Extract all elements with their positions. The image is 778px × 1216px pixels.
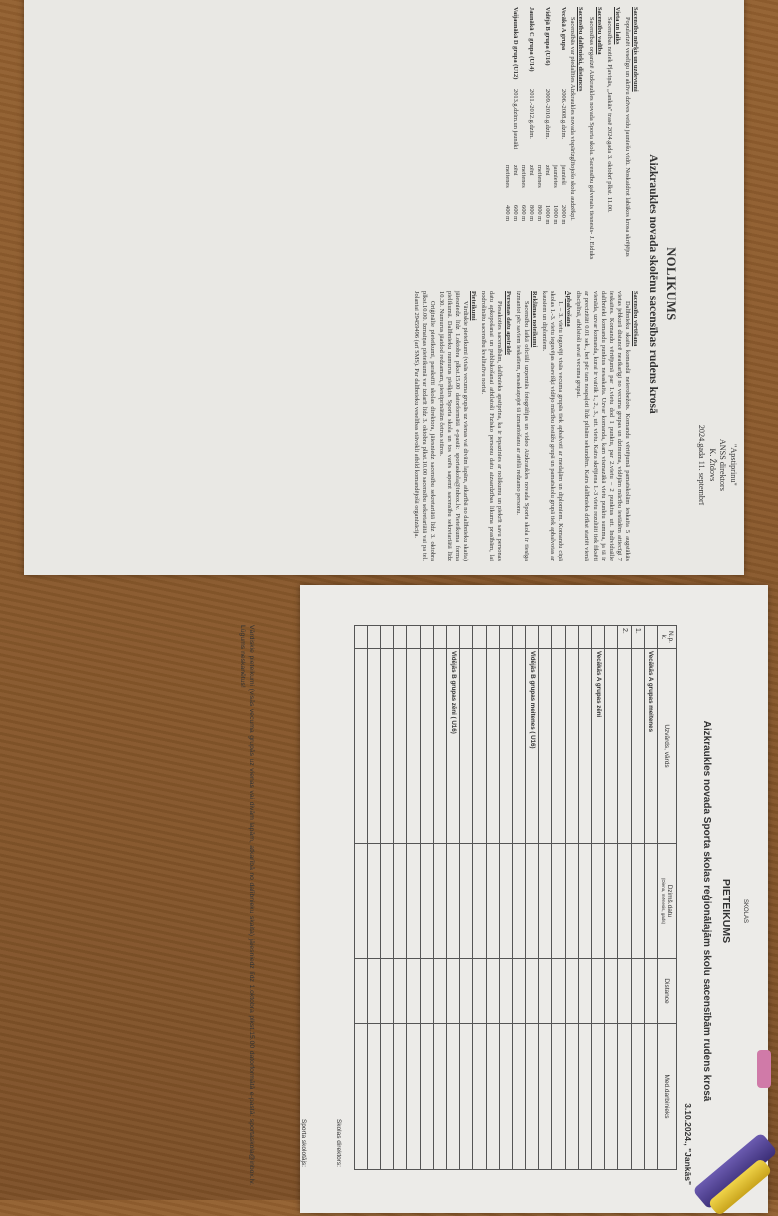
column-left [410, 7, 641, 277]
cell-nr [552, 626, 565, 649]
cell-nr [565, 626, 578, 649]
cell-empty [552, 649, 565, 844]
cell-empty [592, 959, 605, 1024]
cell-empty [605, 1024, 618, 1170]
group-gender: zēni [511, 165, 519, 176]
director-label: Skolas direktors: [334, 1118, 342, 1167]
cell-empty [605, 844, 618, 959]
cell-empty [512, 649, 525, 844]
cell-empty [420, 844, 433, 959]
cell-empty [407, 959, 420, 1024]
group-label: Vidējās B grupas meitenes ( U16) [526, 649, 539, 844]
approval-block [696, 425, 738, 505]
cell-nr [486, 626, 499, 649]
cell-empty [486, 844, 499, 959]
group-gender: meitenes [535, 165, 543, 188]
group-distance: 600 m [511, 205, 519, 222]
approval-name: K. Žīdovs [708, 448, 717, 482]
table-row [512, 626, 525, 1170]
group-distance: 1000 m [552, 205, 560, 225]
table-row [473, 626, 486, 1170]
cell-empty [367, 649, 380, 844]
group-gender: jaunietes [552, 165, 560, 188]
cell-empty [447, 844, 460, 959]
form-date: 3.10.2024., "Jankās" [683, 1103, 693, 1185]
cell-empty [526, 959, 539, 1024]
cell-nr [473, 626, 486, 649]
cell-empty [354, 1024, 367, 1170]
form-title: PIETEIKUMS [720, 878, 732, 944]
group-subrow [519, 7, 527, 277]
cell-empty [381, 959, 394, 1024]
cell-empty [631, 649, 644, 844]
cell-empty [460, 959, 473, 1024]
cell-empty [618, 1024, 631, 1170]
group-gender: zēni [527, 165, 535, 176]
cell-empty [433, 649, 446, 844]
cell-empty [578, 844, 591, 959]
table-header-row [658, 626, 677, 1170]
col-dob-hint: (Diena, mēnesis, gads) [661, 877, 666, 925]
cell-empty [420, 649, 433, 844]
teacher-label: Sporta skolotājs: [299, 1118, 307, 1167]
signature-column [300, 1119, 342, 1167]
place-text: Sacensības notiek Pļaviņās, „Jankās" trasē 2024.gada 3. oktobrī plkst. 11.00. [605, 17, 613, 213]
signature-row [300, 625, 342, 1167]
cell-nr [433, 626, 446, 649]
cell-empty [433, 844, 446, 959]
cell-empty [578, 649, 591, 844]
cell-nr [539, 626, 552, 649]
group-distance: 400 m [503, 205, 511, 222]
cell-empty [512, 959, 525, 1024]
cell-empty [473, 1024, 486, 1170]
document-subtitle: Aizkraukles novada skolēnu sacensības rudens krosā [647, 154, 659, 414]
cell-empty [473, 844, 486, 959]
school-label: SKOLAS [742, 898, 748, 923]
cell-nr [526, 626, 539, 649]
col-nr: N.p. k. [658, 626, 677, 649]
cell-empty [618, 649, 631, 844]
cell-empty [394, 844, 407, 959]
cell-empty [565, 959, 578, 1024]
table-row [367, 626, 380, 1170]
table-row [539, 626, 552, 1170]
cell-nr [381, 626, 394, 649]
groups-list [503, 7, 568, 277]
group-name: Vecākā A grupa [560, 7, 568, 51]
group-gender: zēni [544, 165, 552, 176]
results-text: Dalībnieku skaits komandā neierobežots. Komandu vērtējumā pamatskolām ieskaita 5 augstākās vietas jebkurā distancē neatkarīgi no vecuma grupas un dzimuma, vidējām mācību iestādēm attiecīgi 7 ieskaites. Komandu vērtējumā par 1.vietu dod 1 punktu, par 2.vietu – 2 punktus utt. Individuālie dalībnieki komandu punktus nesaskaita. Uzvar komanda, kam vismazākā vietu punktu summa, ja tā ir vienāda, uzvar komanda, kurai ir vairāk 1., 2., 3., utt. vietu. Katra skrējiena 1.-3 vietu rezultāti tiek fiksēti ar precizitāti 0.01 sek., bet pēc tam noapaļoti līdz pilnām sekundēm. Katrs dalībnieks drīkst startēt vienā disciplīnā, atbilstoši savai vecuma grupai. [575, 291, 631, 561]
entries-heading: Pieteikumi [470, 291, 478, 321]
cell-nr [644, 626, 657, 649]
cell-empty [473, 959, 486, 1024]
cell-empty [631, 959, 644, 1024]
cell-empty [499, 649, 512, 844]
table-row [552, 626, 565, 1170]
cell-empty [539, 649, 552, 844]
data-text: Piesakoties sacensībām, dalībnieks apstiprina, ka ir iepazinies ar nolikumu un piekrīt savu personas datu apkopošanai un publiskošanai atbilstoši Fizisko personu datu aizsardzības likuma prasībām, lai nodrošinātu sacensību kvalitatīvu norisi. [480, 291, 504, 561]
approval-date: 2024.gada 11. septembrī [697, 424, 707, 505]
regulations-body [410, 7, 641, 561]
group-distance: 800 m [535, 205, 543, 222]
cell-empty [631, 844, 644, 959]
group-distance: 1000 m [544, 205, 552, 225]
cell-empty [394, 1024, 407, 1170]
document-title: NOLIKUMS [664, 247, 678, 321]
column-right [410, 291, 641, 561]
cell-empty [354, 844, 367, 959]
approval-label: "Apstiprinu" [729, 444, 738, 486]
cell-empty [473, 649, 486, 844]
cell-empty [499, 959, 512, 1024]
cell-empty [578, 959, 591, 1024]
entries-body [354, 626, 657, 1170]
group-years: 2009.-2010.g.dzim. [544, 89, 552, 140]
cell-empty [592, 844, 605, 959]
place-heading: Vieta un laiks [613, 7, 621, 45]
group-row [543, 7, 551, 277]
table-row [354, 626, 367, 1170]
cell-empty [381, 844, 394, 959]
cell-empty [447, 1024, 460, 1170]
cell-empty [631, 1024, 644, 1170]
cell-nr [354, 626, 367, 649]
table-row [618, 626, 631, 1170]
regulations-sheet [24, 0, 744, 575]
cell-empty [526, 1024, 539, 1170]
cell-empty [447, 959, 460, 1024]
table-row [420, 626, 433, 1170]
group-subrow [503, 7, 511, 277]
entries-text: Vārdiskie pieteikumi (visās vecuma grupās uz vienas vai divām lapām, atkarībā no dalībnieku skaita) jāiesniedz līdz 1.oktobra plkst.15.00 datorformātā e-pastā: sportaskola@inbox.lv. Pieteikuma forma pielikumā. Dalībnieku numurus piešķirs Sporta skola un tos varēs saņemt sacensību sekretariātā līdz 10.30. Numurus jāatdod redzamam, piestiprinātām četrus stūros. [437, 291, 470, 561]
cell-empty [605, 649, 618, 844]
cell-empty [420, 1024, 433, 1170]
lead-heading: Sacensību vadība [595, 7, 603, 55]
cell-empty [486, 1024, 499, 1170]
cell-empty [618, 844, 631, 959]
col-distance: Distance [658, 959, 677, 1024]
group-header-row [592, 626, 605, 1170]
cell-empty [354, 649, 367, 844]
data-heading: Personas datu apstrāde [504, 291, 512, 355]
cell-empty [394, 649, 407, 844]
group-row [511, 7, 519, 277]
cell-empty [499, 1024, 512, 1170]
cell-nr: 2. [618, 626, 631, 649]
cell-empty [605, 959, 618, 1024]
cell-empty [367, 1024, 380, 1170]
cell-empty [539, 1024, 552, 1170]
group-years: 2006.-2008.g.dzim. [560, 89, 568, 140]
group-label: Vidējās B grupas zēni ( U16) [447, 649, 460, 844]
group-name: Vaijaunākā D grupa (U12) [511, 7, 519, 80]
table-row [578, 626, 591, 1170]
group-name: Jaunākā C grupa (U14) [527, 7, 535, 72]
form-subtitle: Aizkraukles novada Sporta skolas reģionālajām skolu sacensībām rudens krosā [701, 720, 712, 1102]
group-years: 2011.-2012.g.dzim. [527, 89, 535, 139]
table-row [460, 626, 473, 1170]
cell-empty [499, 844, 512, 959]
cell-empty [644, 959, 657, 1024]
group-subrow [535, 7, 543, 277]
cell-empty [618, 959, 631, 1024]
cell-empty [512, 1024, 525, 1170]
pink-marker [757, 1050, 771, 1088]
group-name: Vidējā B grupa (U16) [544, 7, 552, 66]
cell-nr [407, 626, 420, 649]
cell-empty [552, 844, 565, 959]
cell-empty [407, 649, 420, 844]
approval-position: ANSS direktors [718, 438, 728, 491]
col-name: Uzvārds, vārds [658, 649, 677, 844]
cell-nr [460, 626, 473, 649]
group-gender: meitenes [503, 165, 511, 188]
cell-empty [460, 649, 473, 844]
awards-text: 1. – 3. vietu ieguvēji visās vecuma grupās tiek apbalvoti ar medaļām un diplomiem. Komandu ciņā skolas 1.-3. vietu ieguvējas atsevišķi vidējo mācību iestāžu grupā un pamatskolu grupā tiek apbalvotas ar kausiem un diplomiem. [540, 291, 565, 561]
cell-nr [499, 626, 512, 649]
group-header-row [447, 626, 460, 1170]
cell-nr: 1. [631, 626, 644, 649]
table-row [605, 626, 618, 1170]
cell-empty [394, 959, 407, 1024]
col-dob-label: Dzimš.datu [666, 884, 673, 918]
entry-form-sheet [238, 585, 768, 1213]
entries-table [354, 625, 677, 1170]
awards-heading: Apbalvošana [565, 291, 573, 327]
cell-empty [486, 959, 499, 1024]
cell-empty [460, 1024, 473, 1170]
table-row [433, 626, 446, 1170]
col-dob [658, 844, 677, 959]
goals-heading: Sacensību mērķis un uzdevumi [632, 7, 639, 92]
table-row [565, 626, 578, 1170]
group-gender: meitenes [519, 165, 527, 188]
cell-nr [367, 626, 380, 649]
group-label: Vecākās A grupas zēni [592, 649, 605, 844]
cell-empty [367, 959, 380, 1024]
cell-empty [578, 1024, 591, 1170]
cell-empty [644, 844, 657, 959]
cell-nr [394, 626, 407, 649]
cell-empty [644, 1024, 657, 1170]
group-years: 2013.g.dzim.un jaunāki [511, 89, 519, 150]
cell-empty [512, 844, 525, 959]
cell-empty [565, 844, 578, 959]
cell-nr [578, 626, 591, 649]
table-row [499, 626, 512, 1170]
group-header-row [526, 626, 539, 1170]
cell-nr [592, 626, 605, 649]
group-distance: 600 m [519, 205, 527, 222]
cell-empty [381, 1024, 394, 1170]
cell-empty [526, 844, 539, 959]
cell-nr [512, 626, 525, 649]
form-footer-note: Vārdiskie pieteikumi (visās vecuma grupās uz vienas vai divām lapām, atkarībā no dalībnieku skaita) jāiesniedz līdz 1.oktobra plkst.15.00 datorformātā e-pastā: sportaskola@inbox.lv. Lūgums neskanētus! [238, 625, 255, 1185]
cell-empty [552, 959, 565, 1024]
cell-empty [407, 1024, 420, 1170]
group-header-row [644, 626, 657, 1170]
entries-text-2: Oriģinālie pieteikumi, parakstīti skolas direktora, jāiesniedz sacensību sekretariātā līdz 3. oktobra plkst.10.00. Izmaiņas pieteikumā var izdarīt līdz 3. oktobra plkst.10.00 sacensību sekretariātā vai pa tel. Jolantai 29459496 (arī SMS). Par dalībnieku veselības stāvokli atbild komandējošā organizācija. [412, 291, 436, 561]
group-subrow [551, 7, 559, 277]
cell-empty [565, 649, 578, 844]
lead-text: Sacensības organizē Aizkraukles novada Sporta skola. Sacensību galvenais tiesnesis- J. Eiduks [587, 17, 595, 260]
group-distance: 800 m [527, 205, 535, 222]
ads-text: Sacensību laikā oficiāli uzņemtās fotogrāfijas un video Aizkraukles novada Sporta skola ir tiesīga izmantot pēc saviem ieskatiem, nesaskaņojot tā izmantošanu ar attēlā redzamo personu. [514, 291, 530, 561]
table-row [394, 626, 407, 1170]
participants-heading: Sacensību dalībnieki, distances [577, 7, 585, 92]
cell-empty [539, 959, 552, 1024]
group-row [559, 7, 567, 277]
cell-empty [486, 649, 499, 844]
cell-nr [447, 626, 460, 649]
cell-empty [354, 959, 367, 1024]
cell-empty [592, 1024, 605, 1170]
cell-empty [552, 1024, 565, 1170]
ads-heading: Reklāmas noteikumi [530, 291, 538, 348]
table-row [486, 626, 499, 1170]
goals-text: Popularizēt veselīgu un aktīvu dzīves veidu jauniešu vidū. Noskaidrot labākos krosa skrējējus [623, 17, 631, 257]
cell-empty [420, 959, 433, 1024]
cell-empty [407, 844, 420, 959]
cell-empty [433, 1024, 446, 1170]
col-medic: Med.darbinieks [658, 1024, 677, 1170]
participants-text: Sacensībās var piedalīties Aizkraukles novada vispārizglītojošo skolu audzēkņi. [569, 17, 577, 221]
group-distance: 2000 m [560, 205, 568, 225]
table-row [631, 626, 644, 1170]
cell-empty [565, 1024, 578, 1170]
cell-nr [605, 626, 618, 649]
group-gender: jaunieši [560, 165, 568, 185]
cell-empty [367, 844, 380, 959]
table-row [407, 626, 420, 1170]
group-label: Vecākās A grupas meitenes [644, 649, 657, 844]
cell-empty [381, 649, 394, 844]
group-row [527, 7, 535, 277]
table-row [381, 626, 394, 1170]
cell-empty [460, 844, 473, 959]
cell-nr [420, 626, 433, 649]
results-heading: Sacensību vērtēšana [632, 291, 639, 347]
cell-empty [539, 844, 552, 959]
cell-empty [433, 959, 446, 1024]
